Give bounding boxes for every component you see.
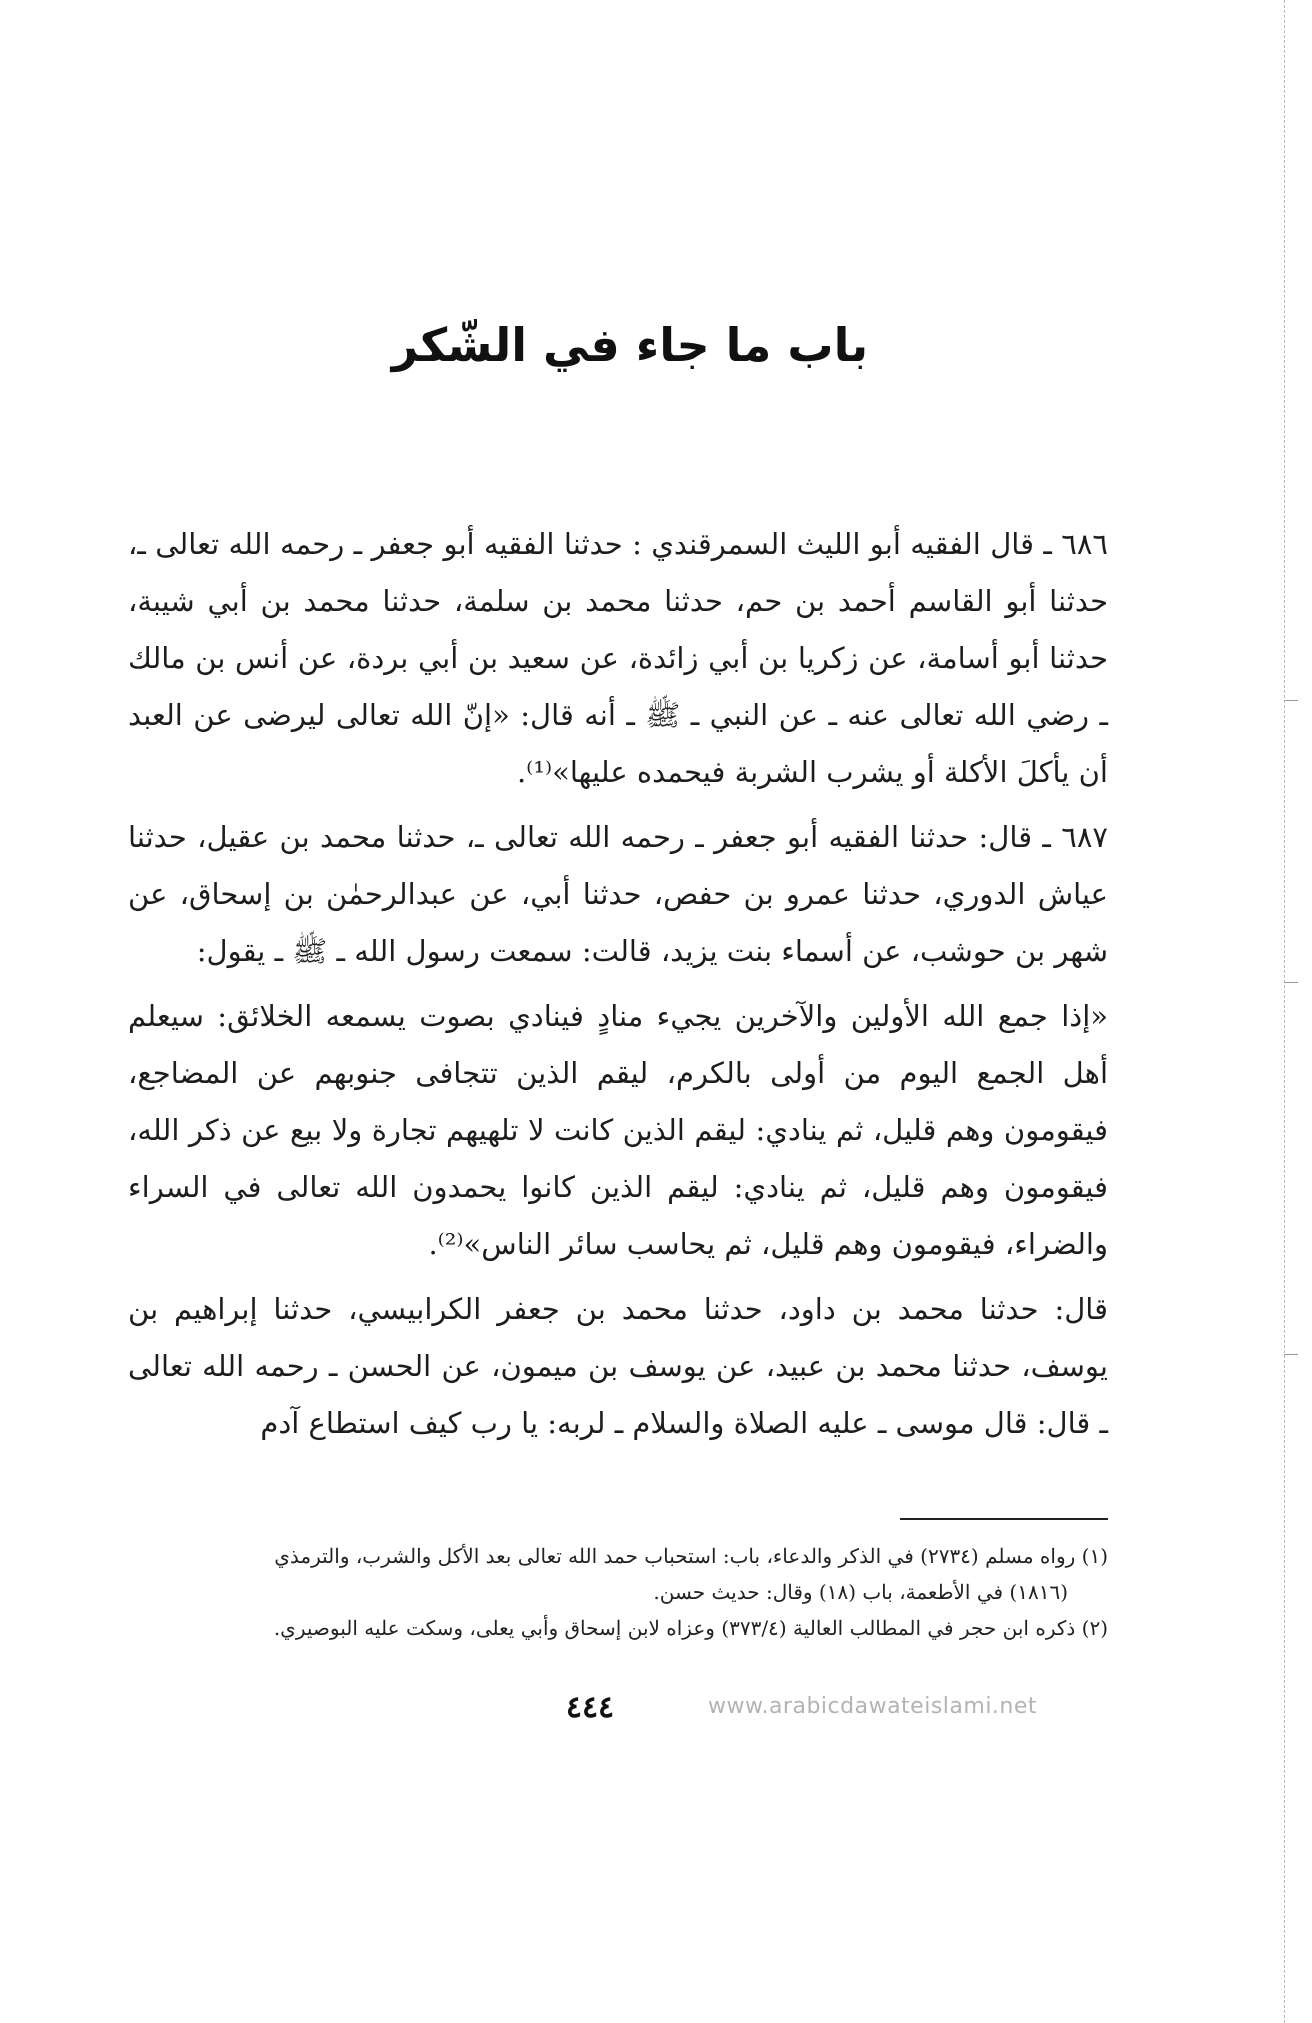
paragraph-686: ٦٨٦ ـ قال الفقيه أبو الليث السمرقندي : حدثنا الفقيه أبو جعفر ـ رحمه الله تعالى ـ، حدثنا أبو القاسم أحمد بن حم، حدثنا محمد بن سلمة، حدثنا محمد بن أبي شيبة، حدثنا أبو أسامة، عن زكريا بن أبي زائدة، عن سعيد بن أبي بردة، عن أنس بن مالك ـ رضي الله تعالى عنه ـ عن النبي ـ ﷺ ـ أنه قال: «إنّ الله تعالى ليرضى عن العبد أن يأكلَ الأكلة أو يشرب الشربة فيحمده عليها»⁽¹⁾.	[128, 527, 1108, 789]
footnotes	[128, 1538, 1108, 1646]
footnote-1-line-1: (١) رواه مسلم (٢٧٣٤) في الذكر والدعاء، باب: استحباب حمد الله تعالى بعد الأكل والشرب، والترمذي	[274, 1544, 1108, 1568]
footnote-separator	[900, 1518, 1108, 1520]
paragraph-narration: قال: حدثنا محمد بن داود، حدثنا محمد بن جعفر الكرابيسي، حدثنا إبراهيم بن يوسف، حدثنا محمد بن عبيد، عن يوسف بن ميمون، عن الحسن ـ رحمه الله تعالى ـ قال: قال موسى ـ عليه الصلاة والسلام ـ لربه: يا رب كيف استطاع آدم	[128, 1292, 1108, 1440]
scan-edge-mark	[1284, 700, 1298, 701]
scan-edge-mark	[1284, 982, 1298, 983]
chapter-title: باب ما جاء في الشّكر	[391, 318, 869, 372]
scan-edge-line	[1284, 0, 1285, 2023]
scan-edge-mark	[1284, 1354, 1298, 1355]
footnote-2: (٢) ذكره ابن حجر في المطالب العالية (٣٧٣/٤) وعزاه لابن إسحاق وأبي يعلى، وسكت عليه البوصيري.	[273, 1616, 1108, 1640]
watermark-url: www.arabicdawateislami.net	[708, 1694, 1038, 1719]
main-text	[128, 516, 1108, 1460]
paragraph-687: ٦٨٧ ـ قال: حدثنا الفقيه أبو جعفر ـ رحمه الله تعالى ـ، حدثنا محمد بن عقيل، حدثنا عياش الدوري، حدثنا عمرو بن حفص، حدثنا أبي، عن عبدالرحمٰن بن إسحاق، عن شهر بن حوشب، عن أسماء بنت يزيد، قالت: سمعت رسول الله ـ ﷺ ـ يقول:	[128, 820, 1108, 968]
hadith-quote: «إذا جمع الله الأولين والآخرين يجيء منادٍ فينادي بصوت يسمعه الخلائق: سيعلم أهل الجمع اليوم من أولى بالكرم، ليقم الذين تتجافى جنوبهم عن المضاجع، فيقومون وهم قليل، ثم ينادي: ليقم الذين كانت لا تلهيهم تجارة ولا بيع عن ذكر الله، فيقومون وهم قليل، ثم ينادي: ليقم الذين كانوا يحمدون الله تعالى في السراء والضراء، فيقومون وهم قليل، ثم يحاسب سائر الناس»⁽²⁾.	[128, 999, 1109, 1261]
footnote-1-line-2: (١٨١٦) في الأطعمة، باب (١٨) وقال: حديث حسن.	[653, 1580, 1068, 1604]
page-number: ٤٤٤	[565, 1690, 615, 1725]
